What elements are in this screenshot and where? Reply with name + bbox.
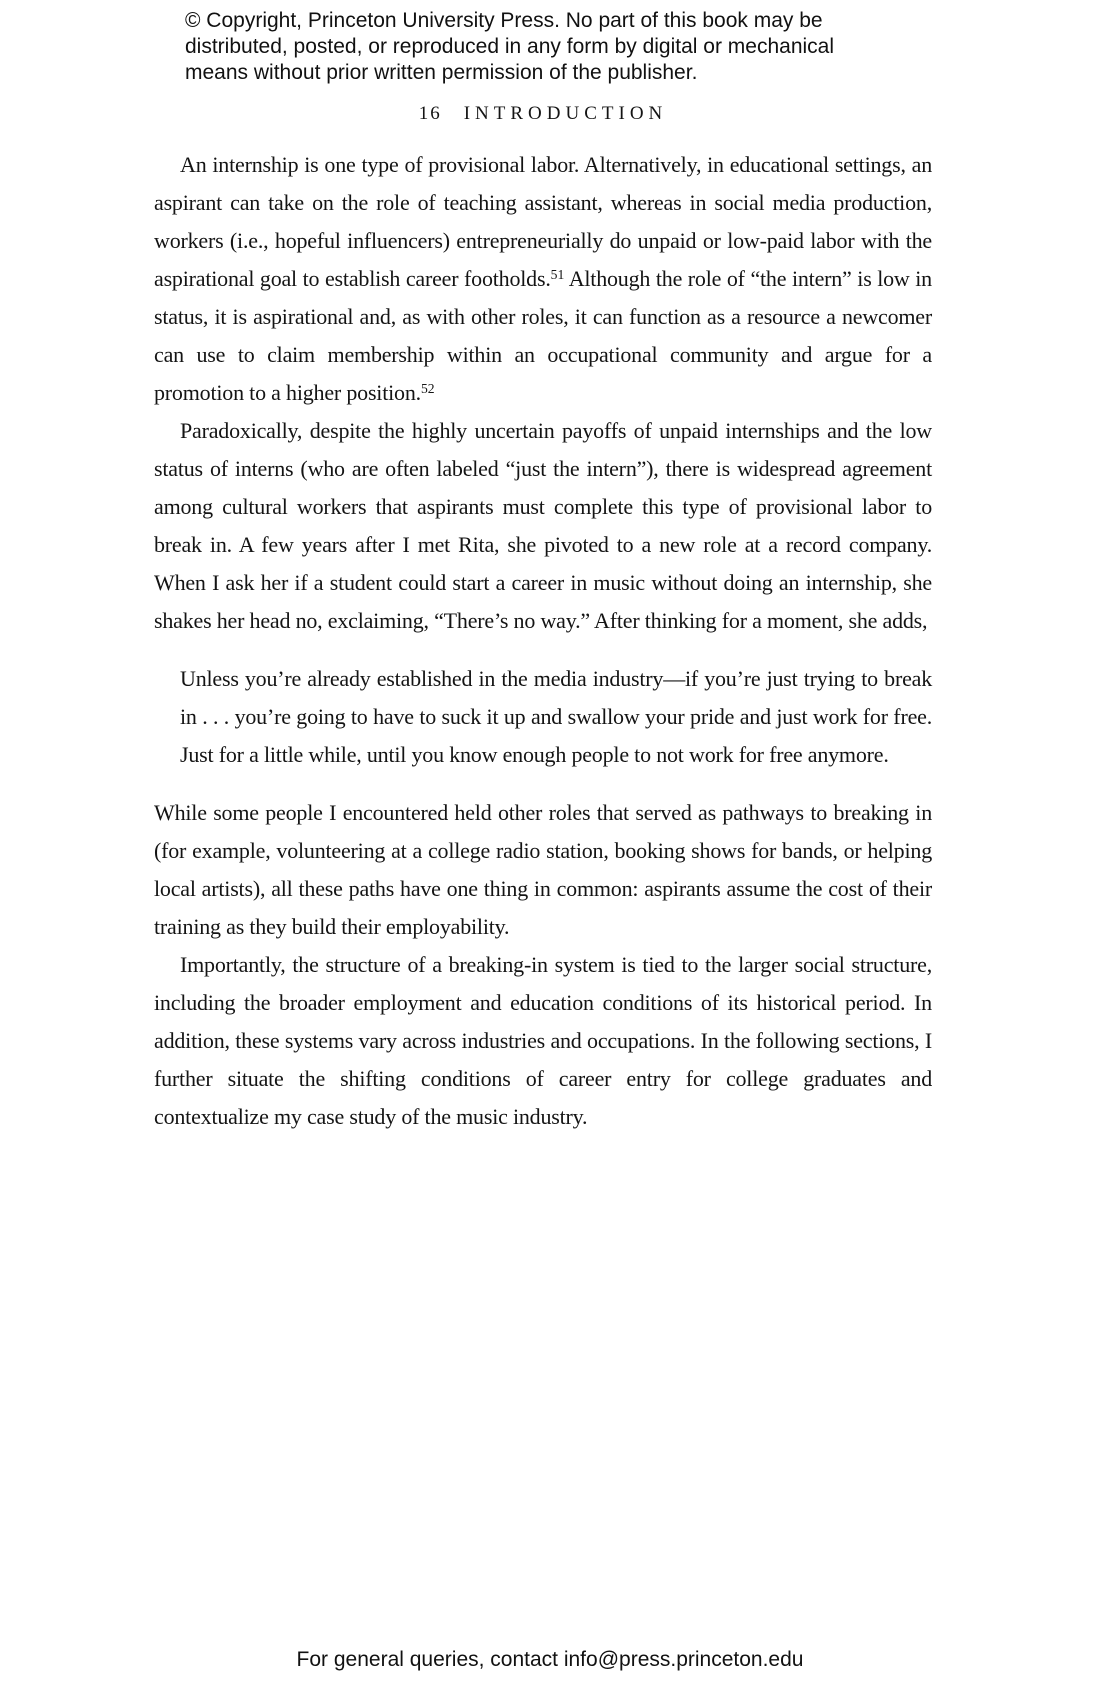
copyright-line: means without prior written permission of the publisher. (185, 61, 698, 84)
body-text (154, 146, 932, 1136)
footnote-marker: 52 (420, 380, 435, 396)
footnote-marker: 51 (550, 266, 565, 282)
copyright-line: distributed, posted, or reproduced in any form by digital or mechanical (185, 35, 835, 58)
paragraph: Importantly, the structure of a breaking-in system is tied to the larger social structure, including the broader employment and education conditions of its historical period. In addition, these systems vary across industries and occupations. In the following sections, I further situate the shifting conditions of career entry for college graduates and contextualize my case study of the music industry. (154, 952, 932, 1129)
block-quote: Unless you’re already established in the media industry—if you’re just trying to break in . . . you’re going to have to suck it up and swallow your pride and just work for free. Just for a little while, until you know enough people to not work for free anymore. (180, 666, 932, 767)
page-number: 16 (418, 103, 442, 124)
paragraph: Paradoxically, despite the highly uncertain payoffs of unpaid internships and the low status of interns (who are often labeled “just the intern”), there is widespread agreement among cultural workers that aspirants must complete this type of provisional labor to break in. A few years after I met Rita, she pivoted to a new role at a record company. When I ask her if a student could start a career in music without doing an internship, she shakes her head no, exclaiming, “There’s no way.” After thinking for a moment, she adds, (154, 418, 932, 633)
copyright-line: © Copyright, Princeton University Press. No part of this book may be (185, 9, 823, 32)
footer-contact: For general queries, contact info@press.princeton.edu (296, 1648, 804, 1671)
section-title: INTRODUCTION (463, 103, 668, 124)
paragraph: While some people I encountered held other roles that served as pathways to breaking in (for example, volunteering at a college radio station, booking shows for bands, or helping local artists), all these paths have one thing in common: aspirants assume the cost of their training as they build their employability. (154, 800, 932, 939)
paragraph: An internship is one type of provisional labor. Alternatively, in educational settings, an aspirant can take on the role of teaching assistant, whereas in social media production, workers (i.e., hopeful influencers) entrepreneurially do unpaid or low-paid labor with the aspirational goal to establish career footholds.$^{51}$ Although the role of “the intern” is low in status, it is aspirational and, as with other roles, it can function as a resource a newcomer can use to claim membership within an occupational community and argue for a promotion to a higher position.$^{52}$ (154, 152, 932, 405)
page-header (154, 103, 932, 125)
copyright-notice (185, 8, 945, 86)
